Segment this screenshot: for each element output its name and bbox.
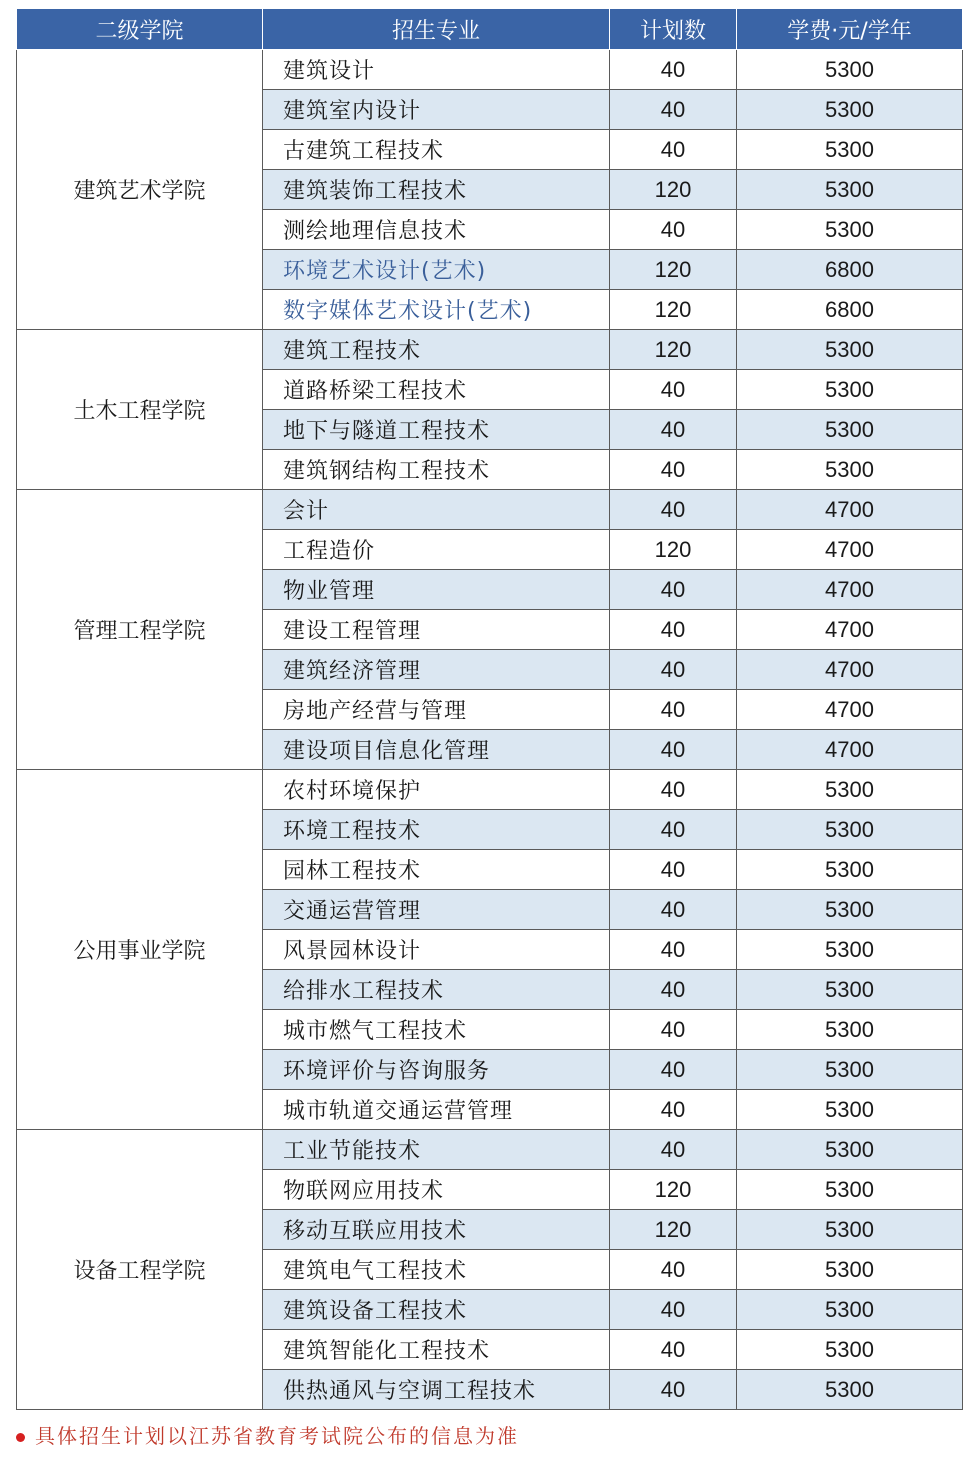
tuition-cell: 5300: [737, 850, 963, 890]
plan-count-cell: 40: [610, 490, 737, 530]
plan-count-cell: 40: [610, 770, 737, 810]
major-cell: 城市燃气工程技术: [263, 1010, 610, 1050]
plan-count-cell: 120: [610, 170, 737, 210]
tuition-cell: 5300: [737, 170, 963, 210]
tuition-cell: 4700: [737, 570, 963, 610]
plan-count-cell: 40: [610, 410, 737, 450]
tuition-cell: 5300: [737, 1170, 963, 1210]
table-row: [17, 330, 963, 370]
major-cell: 物联网应用技术: [263, 1170, 610, 1210]
major-cell: 建筑智能化工程技术: [263, 1330, 610, 1370]
plan-count-cell: 120: [610, 1170, 737, 1210]
tuition-cell: 4700: [737, 530, 963, 570]
major-cell: 建筑工程技术: [263, 330, 610, 370]
tuition-cell: 5300: [737, 1050, 963, 1090]
plan-count-cell: 40: [610, 1330, 737, 1370]
plan-count-cell: 120: [610, 530, 737, 570]
tuition-cell: 4700: [737, 690, 963, 730]
major-cell: 城市轨道交通运营管理: [263, 1090, 610, 1130]
major-cell: 建筑钢结构工程技术: [263, 450, 610, 490]
footnote-text: 具体招生计划以江苏省教育考试院公布的信息为准: [35, 1424, 519, 1448]
tuition-cell: 5300: [737, 130, 963, 170]
school-cell: 设备工程学院: [17, 1130, 263, 1410]
major-cell: 建筑电气工程技术: [263, 1250, 610, 1290]
plan-count-cell: 40: [610, 1290, 737, 1330]
tuition-cell: 5300: [737, 1250, 963, 1290]
tuition-cell: 5300: [737, 930, 963, 970]
tuition-cell: 5300: [737, 890, 963, 930]
plan-count-cell: 40: [610, 1250, 737, 1290]
plan-count-cell: 40: [610, 610, 737, 650]
major-cell: 会计: [263, 490, 610, 530]
plan-count-cell: 120: [610, 290, 737, 330]
major-cell: 建筑室内设计: [263, 90, 610, 130]
header-major: 招生专业: [263, 9, 610, 50]
major-cell: 工程造价: [263, 530, 610, 570]
major-cell: 物业管理: [263, 570, 610, 610]
table-row: [17, 770, 963, 810]
tuition-cell: 5300: [737, 1330, 963, 1370]
tuition-cell: 5300: [737, 810, 963, 850]
major-cell: 道路桥梁工程技术: [263, 370, 610, 410]
header-tuition: 学费·元/学年: [737, 9, 963, 50]
tuition-cell: 5300: [737, 1010, 963, 1050]
header-plan-count: 计划数: [610, 9, 737, 50]
plan-count-cell: 40: [610, 210, 737, 250]
table-header-row: [17, 9, 963, 50]
table-row: [17, 50, 963, 90]
plan-count-cell: 40: [610, 690, 737, 730]
plan-count-cell: 120: [610, 250, 737, 290]
tuition-cell: 4700: [737, 610, 963, 650]
enrollment-table: [16, 8, 963, 1410]
tuition-cell: 5300: [737, 330, 963, 370]
tuition-cell: 6800: [737, 250, 963, 290]
plan-count-cell: 40: [610, 850, 737, 890]
plan-count-cell: 40: [610, 130, 737, 170]
major-cell: 古建筑工程技术: [263, 130, 610, 170]
tuition-cell: 5300: [737, 970, 963, 1010]
major-cell: 建筑设计: [263, 50, 610, 90]
plan-count-cell: 40: [610, 890, 737, 930]
major-cell: 移动互联应用技术: [263, 1210, 610, 1250]
school-cell: 公用事业学院: [17, 770, 263, 1130]
major-cell: 环境艺术设计(艺术): [263, 250, 610, 290]
tuition-cell: 5300: [737, 370, 963, 410]
plan-count-cell: 40: [610, 50, 737, 90]
header-school: 二级学院: [17, 9, 263, 50]
major-cell: 建筑装饰工程技术: [263, 170, 610, 210]
school-cell: 管理工程学院: [17, 490, 263, 770]
major-cell: 数字媒体艺术设计(艺术): [263, 290, 610, 330]
major-cell: 建筑设备工程技术: [263, 1290, 610, 1330]
tuition-cell: 5300: [737, 450, 963, 490]
school-cell: 土木工程学院: [17, 330, 263, 490]
major-cell: 工业节能技术: [263, 1130, 610, 1170]
major-cell: 风景园林设计: [263, 930, 610, 970]
tuition-cell: 4700: [737, 490, 963, 530]
major-cell: 给排水工程技术: [263, 970, 610, 1010]
bullet-dot-icon: [16, 1433, 25, 1442]
tuition-cell: 5300: [737, 1290, 963, 1330]
tuition-cell: 5300: [737, 1090, 963, 1130]
plan-count-cell: 40: [610, 1010, 737, 1050]
tuition-cell: 4700: [737, 650, 963, 690]
tuition-cell: 5300: [737, 210, 963, 250]
tuition-cell: 5300: [737, 1210, 963, 1250]
major-cell: 环境工程技术: [263, 810, 610, 850]
plan-count-cell: 40: [610, 930, 737, 970]
tuition-cell: 4700: [737, 730, 963, 770]
plan-count-cell: 120: [610, 1210, 737, 1250]
tuition-cell: 5300: [737, 1130, 963, 1170]
enrollment-table-container: [16, 8, 962, 1410]
major-cell: 建设工程管理: [263, 610, 610, 650]
tuition-cell: 5300: [737, 90, 963, 130]
major-cell: 测绘地理信息技术: [263, 210, 610, 250]
plan-count-cell: 40: [610, 970, 737, 1010]
tuition-cell: 5300: [737, 770, 963, 810]
major-cell: 建筑经济管理: [263, 650, 610, 690]
plan-count-cell: 40: [610, 1370, 737, 1410]
tuition-cell: 5300: [737, 1370, 963, 1410]
school-cell: 建筑艺术学院: [17, 50, 263, 330]
major-cell: 农村环境保护: [263, 770, 610, 810]
plan-count-cell: 40: [610, 370, 737, 410]
major-cell: 交通运营管理: [263, 890, 610, 930]
plan-count-cell: 40: [610, 650, 737, 690]
major-cell: 环境评价与咨询服务: [263, 1050, 610, 1090]
tuition-cell: 5300: [737, 410, 963, 450]
plan-count-cell: 40: [610, 1130, 737, 1170]
major-cell: 房地产经营与管理: [263, 690, 610, 730]
plan-count-cell: 40: [610, 90, 737, 130]
plan-count-cell: 120: [610, 330, 737, 370]
major-cell: 供热通风与空调工程技术: [263, 1370, 610, 1410]
major-cell: 建设项目信息化管理: [263, 730, 610, 770]
plan-count-cell: 40: [610, 810, 737, 850]
major-cell: 地下与隧道工程技术: [263, 410, 610, 450]
table-row: [17, 1130, 963, 1170]
tuition-cell: 5300: [737, 50, 963, 90]
footnote: [16, 1420, 519, 1449]
major-cell: 园林工程技术: [263, 850, 610, 890]
tuition-cell: 6800: [737, 290, 963, 330]
plan-count-cell: 40: [610, 450, 737, 490]
plan-count-cell: 40: [610, 570, 737, 610]
plan-count-cell: 40: [610, 1090, 737, 1130]
table-body: [17, 50, 963, 1410]
plan-count-cell: 40: [610, 1050, 737, 1090]
table-row: [17, 490, 963, 530]
plan-count-cell: 40: [610, 730, 737, 770]
